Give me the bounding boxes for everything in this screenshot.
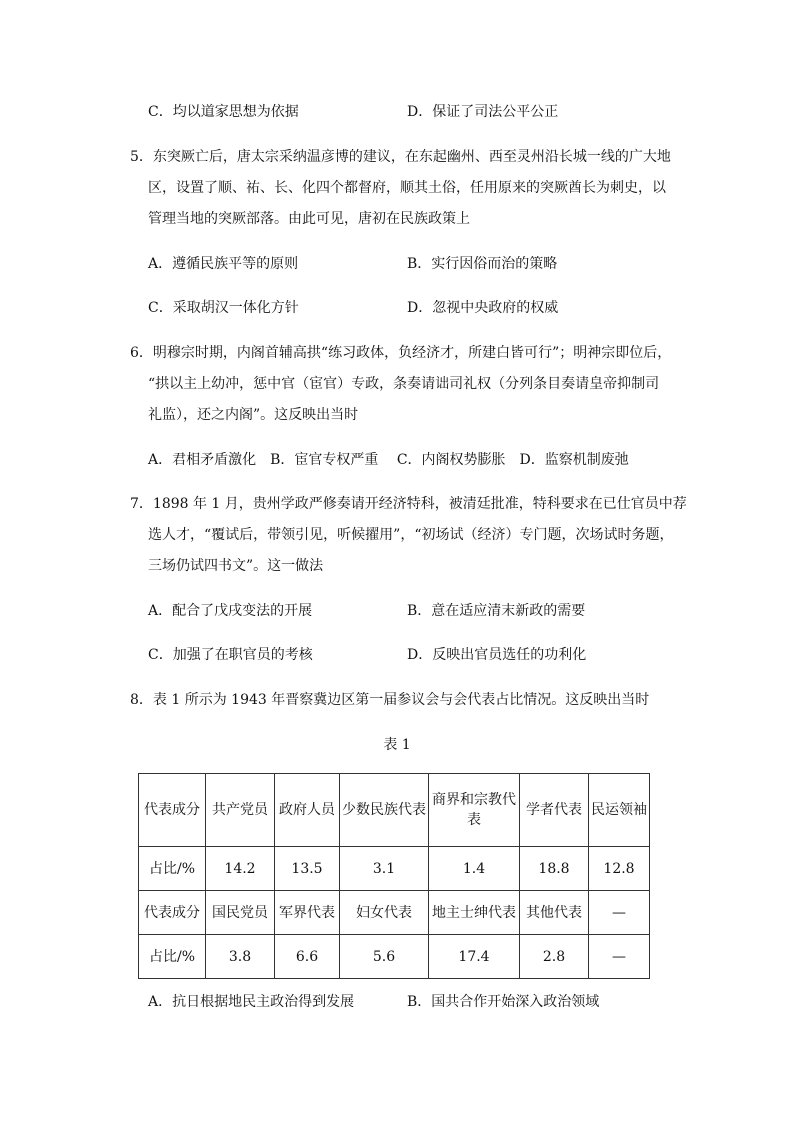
table-cell: 学者代表 [520, 774, 589, 847]
q7-stem-line-1: 7．1898 年 1 月，贵州学政严修奏请开经济特科，被清廷批准，特科要求在已仕官员中荐 [130, 496, 687, 512]
table-cell: 1.4 [429, 847, 520, 891]
table-cell: 代表成分 [139, 891, 206, 935]
table-row [139, 847, 650, 891]
table-cell: 军界代表 [275, 891, 340, 935]
q6-stem-line-3: 礼监），还之内阁”。这反映出当时 [148, 407, 359, 423]
table-cell: 2.8 [520, 935, 589, 979]
q4-option-c: C．均以道家思想为依据 [148, 104, 299, 120]
q6-stem-line-2: “拱以主上幼冲，惩中官（宦官）专政，条奏请诎司礼权（分列条目奏请皇帝抑制司 [148, 376, 660, 392]
table-caption: 表 1 [383, 737, 411, 753]
q7-option-c: C．加强了在职官员的考核 [148, 647, 313, 663]
q8-option-a: A．抗日根据地民主政治得到发展 [148, 994, 355, 1010]
q7-option-b: B．意在适应清末新政的需要 [407, 603, 586, 619]
table-cell: 政府人员 [275, 774, 340, 847]
table-cell: — [589, 935, 650, 979]
table-cell: 14.2 [206, 847, 275, 891]
table-cell: 12.8 [589, 847, 650, 891]
table-cell: 妇女代表 [340, 891, 429, 935]
table-cell: 18.8 [520, 847, 589, 891]
q6-options: A．君相矛盾激化 B．宦官专权严重 C．内阁权势膨胀 D．监察机制废弛 [148, 452, 629, 468]
table-cell: 民运领袖 [589, 774, 650, 847]
table-cell: 其他代表 [520, 891, 589, 935]
q7-stem-line-3: 三场仍试四书文”。这一做法 [148, 558, 324, 574]
q5-option-c: C．采取胡汉一体化方针 [148, 300, 299, 316]
q8-option-b: B．国共合作开始深入政治领域 [407, 994, 600, 1010]
table-cell: 商界和宗教代表 [429, 774, 520, 847]
q5-option-b: B．实行因俗而治的策略 [407, 256, 558, 272]
q5-stem-line-1: 5．东突厥亡后，唐太宗采纳温彦博的建议，在东起幽州、西至灵州沿长城一线的广大地 [130, 149, 671, 165]
table-row [139, 891, 650, 935]
table-cell: 少数民族代表 [340, 774, 429, 847]
table-cell: 地主士绅代表 [429, 891, 520, 935]
table-row [139, 935, 650, 979]
table-cell: 13.5 [275, 847, 340, 891]
q6-stem-line-1: 6．明穆宗时期，内阁首辅高拱“练习政体，负经济才，所建白皆可行”；明神宗即位后， [130, 345, 672, 361]
q8-stem: 8．表 1 所示为 1943 年晋察冀边区第一届参议会与会代表占比情况。这反映出当时 [130, 692, 650, 708]
representation-table [138, 773, 650, 979]
q5-stem-line-3: 管理当地的突厥部落。由此可见，唐初在民族政策上 [148, 211, 470, 227]
table-row [139, 774, 650, 847]
table-cell: — [589, 891, 650, 935]
q5-option-a: A．遵循民族平等的原则 [148, 256, 299, 272]
table-cell: 3.8 [206, 935, 275, 979]
table-cell: 占比/% [139, 935, 206, 979]
q5-stem-line-2: 区，设置了顺、祐、长、化四个都督府，顺其土俗，任用原来的突厥酋长为刺史，以 [148, 180, 666, 196]
table-cell: 17.4 [429, 935, 520, 979]
table-cell: 共产党员 [206, 774, 275, 847]
table-cell: 3.1 [340, 847, 429, 891]
q5-option-d: D．忽视中央政府的权威 [407, 300, 559, 316]
table-cell: 6.6 [275, 935, 340, 979]
q7-stem-line-2: 选人才，“覆试后，带领引见，听候擢用”，“初场试（经济）专门题，次场试时务题， [148, 527, 674, 543]
q4-option-d: D．保证了司法公平公正 [407, 104, 559, 120]
q7-option-d: D．反映出官员选任的功利化 [407, 647, 587, 663]
table-cell: 代表成分 [139, 774, 206, 847]
table-cell: 5.6 [340, 935, 429, 979]
table-cell: 占比/% [139, 847, 206, 891]
table-cell: 国民党员 [206, 891, 275, 935]
q7-option-a: A．配合了戊戌变法的开展 [148, 603, 313, 619]
